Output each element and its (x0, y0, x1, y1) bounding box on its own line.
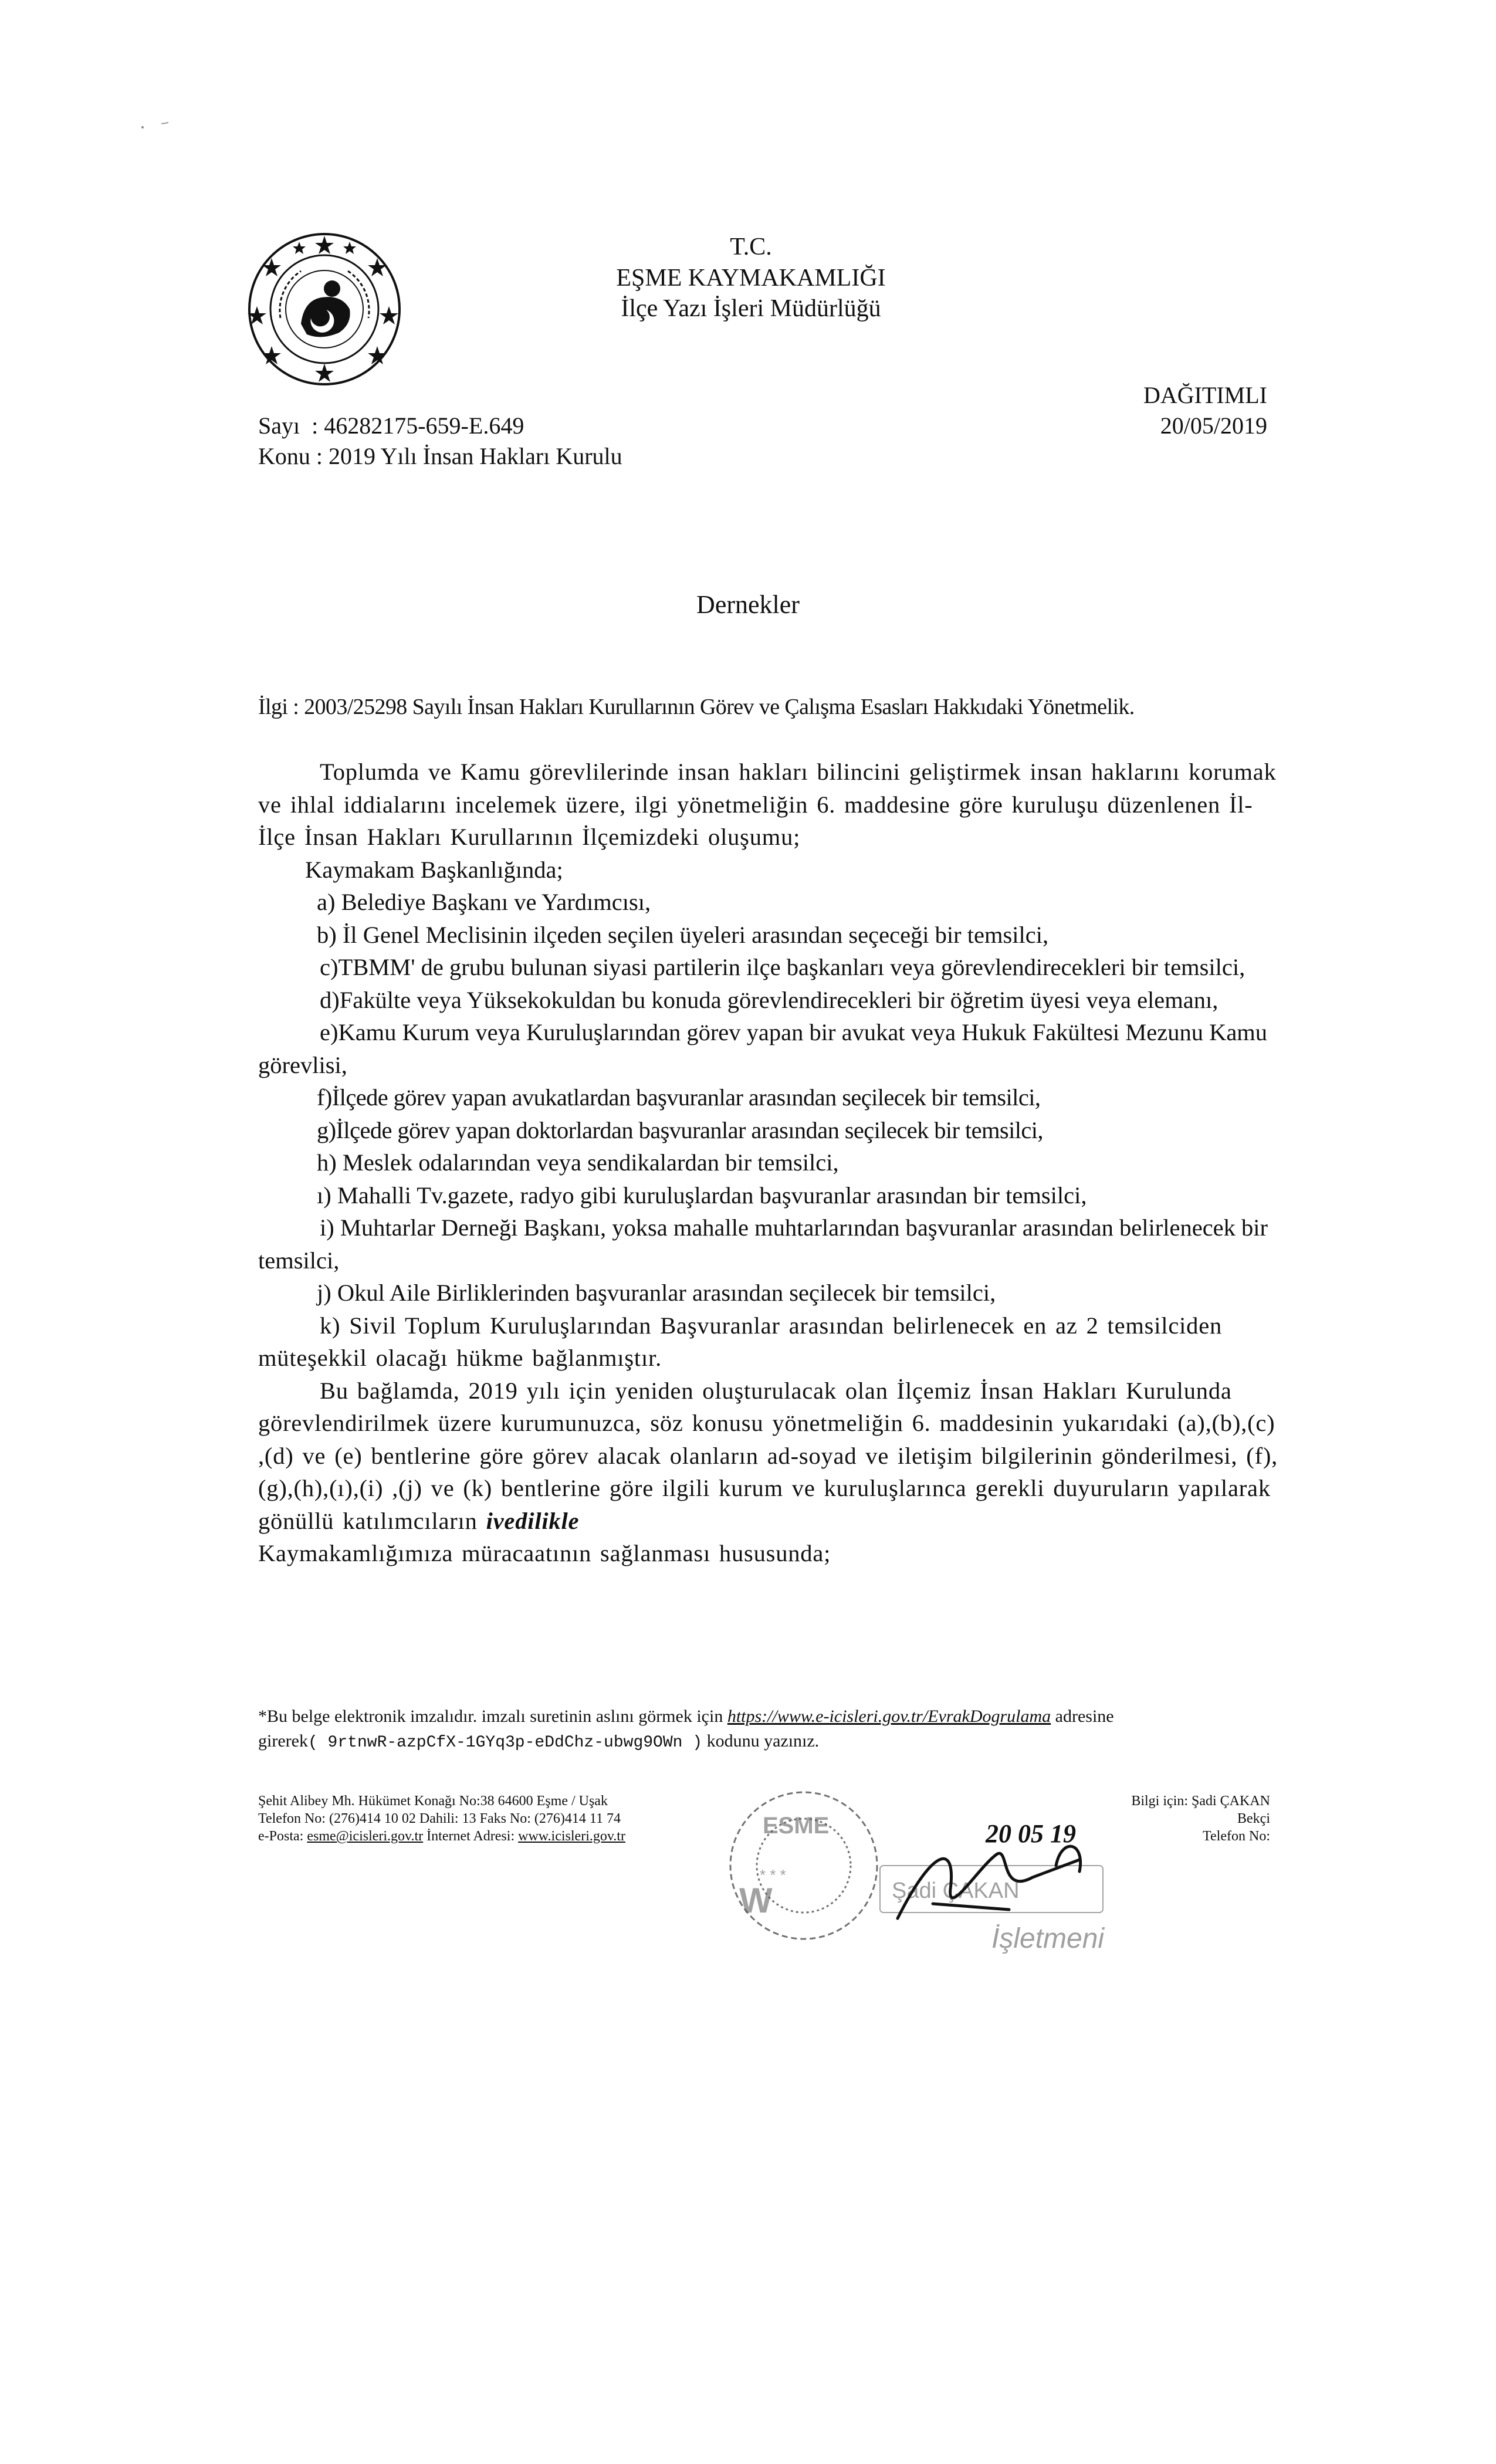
list-item: ı) Mahalli Tv.gazete, radyo gibi kuruluşlardan başvuranlar arasından bir temsilci, (317, 1182, 1087, 1209)
esign-line2-suffix: kodunu yazınız. (706, 1731, 820, 1751)
body-chair-line: Kaymakam Başkanlığında; (305, 856, 563, 883)
svg-text:W: W (739, 1881, 773, 1920)
esign-verification-link[interactable]: https://www.e-icisleri.gov.tr/EvrakDogrulama (727, 1707, 1051, 1726)
body-p2-text: Bu bağlamda, 2019 yılı için yeniden oluşturulacak olan İlçemiz İnsan Hakları Kurulunda görevlendirilmek üzere kurumunuzca, söz konusu yönetmeliğin 6. maddesinin yukarıdaki (a),(b),(c) ,(d) ve (e) bentlerine göre görev alacak olanların ad-soyad ve iletişim bilgilerinin gönderilmesi, (f),(g),(h),(ı),(i) ,(j) ve (k) bentlerine göre ilgili kurum ve kuruluşlarınca gerekli duyuruların yapılarak gönüllü katılımcıların (258, 1377, 1278, 1534)
footer-email-row (258, 1827, 625, 1845)
header-office: EŞME KAYMAKAMLIĞI (616, 265, 886, 292)
header-department: İlçe Yazı İşleri Müdürlüğü (621, 295, 881, 322)
esign-line2-prefix: girerek (258, 1731, 308, 1751)
list-item: f)İlçede görev yapan avukatlardan başvuranlar arasından seçilecek bir temsilci, (317, 1084, 1041, 1111)
header-country: T.C. (730, 233, 772, 260)
footer-info-contact: Bilgi için: Şadi ÇAKAN (1131, 1793, 1270, 1809)
footer-email-link[interactable]: esme@icisleri.gov.tr (307, 1829, 424, 1844)
list-item: k) Sivil Toplum Kuruluşlarından Başvuranlar arasından belirlenecek en az 2 temsilciden müteşekkil olacağı hükme bağlanmıştır. (258, 1312, 1223, 1371)
esign-code: ( 9rtnwR-azpCfX-1GYq3p-eDdChz-ubwg9OWn ) (307, 1734, 703, 1752)
list-item: i) Muhtarlar Derneği Başkanı, yoksa mahalle muhtarlarından başvuranlar arasından belirlenecek bir temsilci, (258, 1214, 1268, 1274)
body-paragraph-1: Toplumda ve Kamu görevlilerinde insan hakları bilincini geliştirmek insan haklarını korumak ve ihlal iddialarını incelemek üzere, ilgi yönetmeliğin 6. maddesine göre kuruluşu düzenlenen İl-İlçe İnsan Hakları Kurullarının İlçemizdeki oluşumu; (258, 759, 1277, 850)
footer-web-link[interactable]: www.icisleri.gov.tr (518, 1829, 625, 1844)
footer-address: Şehit Alibey Mh. Hükümet Konağı No:38 64600 Eşme / Uşak (258, 1793, 608, 1809)
reference-line: İlgi : 2003/25298 Sayılı İnsan Hakları Kurullarının Görev ve Çalışma Esasları Hakkıdaki Yönetmelik. (258, 695, 1135, 719)
konu-value: : 2019 Yılı İnsan Hakları Kurulu (316, 443, 622, 469)
list-item: b) İl Genel Meclisinin ilçeden seçilen üyeleri arasından seçeceği bir temsilci, (317, 921, 1049, 948)
footer-web-label: İnternet Adresi: (427, 1829, 515, 1844)
stamp-name: Şadi ÇAKAN (892, 1879, 1020, 1903)
stamp-subtitle: İşletmeni (991, 1923, 1105, 1954)
konu-row (258, 441, 622, 472)
footer-info-phone: Telefon No: (1203, 1829, 1270, 1844)
scan-speck (138, 120, 173, 132)
distribution-label: DAĞITIMLI (1143, 382, 1267, 408)
addressee: Dernekler (696, 590, 800, 619)
list-item: d)Fakülte veya Yüksekokuldan bu konuda görevlendirecekleri bir öğretim üyesi veya elemanı, (320, 986, 1219, 1013)
sayi-row (258, 411, 524, 441)
body-p2-emphasis: ivedilikle (486, 1507, 580, 1534)
esign-prefix: *Bu belge elektronik imzalıdır. imzalı suretinin aslını görmek için (258, 1707, 723, 1726)
list-item: c)TBMM' de grubu bulunan siyasi partilerin ilçe başkanları veya görevlendirecekleri bir temsilci, (320, 954, 1245, 980)
konu-label: Konu (258, 443, 310, 469)
footer-phone: Telefon No: (276)414 10 02 Dahili: 13 Faks No: (276)414 11 74 (258, 1811, 621, 1826)
list-item: e)Kamu Kurum veya Kuruluşlarından görev yapan bir avukat veya Hukuk Fakültesi Mezunu Kamu görevlisi, (258, 1019, 1268, 1078)
list-item: h) Meslek odalarından veya sendikalardan bir temsilci, (317, 1149, 839, 1176)
body-p2-end: Kaymakamlığımıza müracaatının sağlanması hususunda; (258, 1540, 831, 1566)
svg-text:* * *: * * * (760, 1866, 786, 1884)
letter-body (258, 756, 1279, 1570)
ministry-seal-logo (245, 230, 404, 388)
list-item: j) Okul Aile Birliklerinden başvuranlar arasından seçilecek bir temsilci, (317, 1280, 996, 1306)
sayi-label: Sayı (258, 412, 300, 439)
footer-info-title: Bekçi (1237, 1811, 1270, 1826)
esign-suffix: adresine (1055, 1707, 1114, 1726)
list-item: a) Belediye Başkanı ve Yardımcısı, (317, 889, 651, 915)
official-stamp-signature (704, 1778, 1267, 1971)
footer-email-label: e-Posta: (258, 1829, 304, 1844)
document-date: 20/05/2019 (1160, 412, 1267, 439)
esignature-note (258, 1704, 1267, 1755)
footer-contact (258, 1792, 625, 1845)
svg-text:ESME: ESME (763, 1813, 830, 1839)
sayi-value: : 46282175-659-E.649 (312, 412, 524, 439)
list-item: g)İlçede görev yapan doktorlardan başvuranlar arasından seçilecek bir temsilci, (317, 1116, 1043, 1143)
body-paragraph-2 (258, 1375, 1279, 1570)
handwritten-date: 20 05 19 (986, 1819, 1076, 1848)
